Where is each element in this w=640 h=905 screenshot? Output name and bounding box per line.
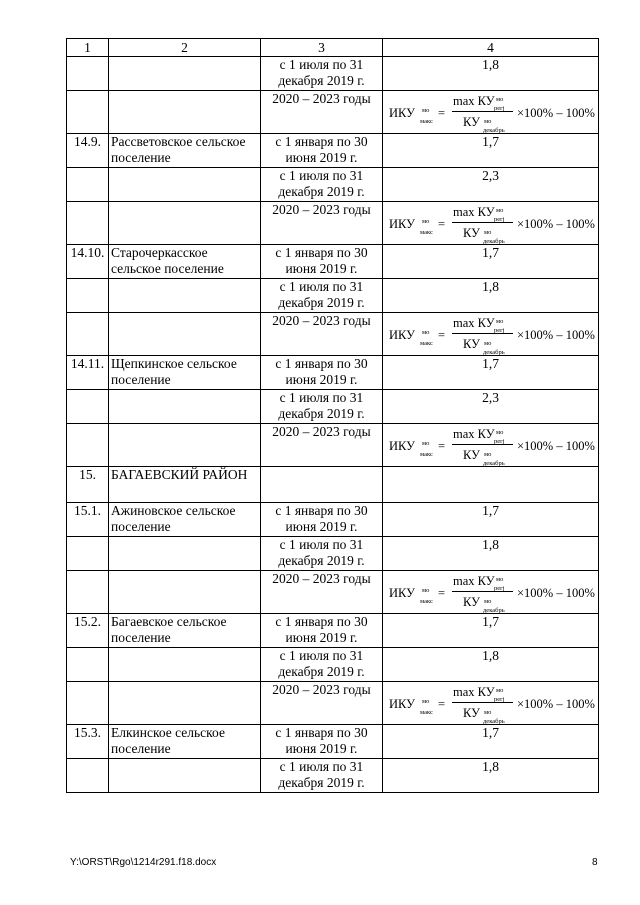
table-row [67,168,599,202]
formula-lhs-text: ИКУ [389,328,415,342]
settlement-name [109,57,261,91]
table-row [67,682,599,725]
formula-lhs-sub: макс [420,340,433,347]
period: 2020 – 2023 годы [261,682,383,725]
formula-equals: = [438,439,446,453]
period [261,467,383,503]
formula-fraction-bar [452,111,513,112]
formula-denominator: КУ [463,226,480,240]
period: 2020 – 2023 годы [261,571,383,614]
table-row [67,503,599,537]
formula [383,572,598,612]
row-number [67,390,109,424]
formula-den-sup: мо [484,229,492,236]
formula-num-sup: мо [496,96,504,103]
formula-lhs-text: ИКУ [389,586,415,600]
settlement-name: БАГАЕВСКИЙ РАЙОН [109,467,261,503]
formula-lhs-sup: мо [422,440,430,447]
formula-numerator: max КУ [453,94,495,108]
formula-lhs [389,438,415,454]
formula-denominator: КУ [463,115,480,129]
formula-denominator: КУ [463,706,480,720]
formula-numerator: max КУ [453,316,495,330]
table-row [67,537,599,571]
period: 2020 – 2023 годы [261,202,383,245]
formula-num-sup: мо [496,318,504,325]
row-number: 14.9. [67,134,109,168]
index-value: 2,3 [383,168,599,202]
header-col-2: 2 [109,39,261,57]
formula-lhs [389,327,415,343]
formula-lhs-sub: макс [420,118,433,125]
formula-equals: = [438,328,446,342]
header-col-3: 3 [261,39,383,57]
index-value: 1,7 [383,134,599,168]
formula [383,203,598,243]
index-formula-cell [383,424,599,467]
index-formula-cell [383,202,599,245]
formula-lhs-text: ИКУ [389,217,415,231]
table-row [67,134,599,168]
index-value: 1,8 [383,648,599,682]
period: с 1 июля по 31 декабря 2019 г. [261,537,383,571]
table-row [67,202,599,245]
settlement-name: Ажиновское сельское поселение [109,503,261,537]
formula-numerator: max КУ [453,685,495,699]
formula-lhs [389,585,415,601]
formula-lhs-text: ИКУ [389,106,415,120]
formula-den-sub: декабрь [483,238,505,245]
formula-lhs-sub: макс [420,229,433,236]
period: с 1 июля по 31 декабря 2019 г. [261,759,383,793]
formula-lhs-sup: мо [422,587,430,594]
row-number [67,57,109,91]
table-row [67,614,599,648]
formula-num-sub: регj [494,327,505,334]
index-value: 1,8 [383,57,599,91]
formula [383,683,598,723]
settlement-name [109,168,261,202]
period: 2020 – 2023 годы [261,91,383,134]
table-row [67,648,599,682]
row-number [67,168,109,202]
formula-fraction-bar [452,444,513,445]
settlement-name [109,537,261,571]
settlement-name [109,390,261,424]
formula-tail: ×100% – 100% [517,217,595,231]
table-row [67,759,599,793]
formula-lhs-sup: мо [422,329,430,336]
table-row [67,57,599,91]
formula-lhs-sub: макс [420,598,433,605]
formula-fraction-bar [452,702,513,703]
period: с 1 января по 30 июня 2019 г. [261,134,383,168]
index-value [383,467,599,503]
row-number [67,202,109,245]
table-row [67,725,599,759]
settlement-name [109,202,261,245]
period: с 1 июля по 31 декабря 2019 г. [261,648,383,682]
formula-numerator: max КУ [453,427,495,441]
formula-lhs-sup: мо [422,698,430,705]
index-formula-cell [383,571,599,614]
settlement-name [109,682,261,725]
settlement-name [109,91,261,134]
settlement-name [109,313,261,356]
period: с 1 июля по 31 декабря 2019 г. [261,390,383,424]
row-number: 14.11. [67,356,109,390]
formula-den-sub: декабрь [483,718,505,725]
formula-lhs-sup: мо [422,107,430,114]
table-row [67,245,599,279]
index-value: 2,3 [383,390,599,424]
row-number: 15. [67,467,109,503]
formula-numerator: max КУ [453,205,495,219]
row-number [67,648,109,682]
row-number [67,91,109,134]
index-value: 1,8 [383,279,599,313]
row-number: 15.1. [67,503,109,537]
row-number [67,537,109,571]
formula-fraction-bar [452,333,513,334]
formula-den-sup: мо [484,598,492,605]
settlement-name: Елкинское сельское поселение [109,725,261,759]
formula-numerator: max КУ [453,574,495,588]
formula-den-sup: мо [484,709,492,716]
index-formula-cell [383,91,599,134]
formula-fraction-bar [452,591,513,592]
formula-num-sup: мо [496,207,504,214]
formula-denominator: КУ [463,337,480,351]
formula-denominator: КУ [463,595,480,609]
table-row [67,424,599,467]
formula-den-sub: декабрь [483,349,505,356]
footer-file-path: Y:\ORST\Rgo\1214r291.f18.docx [70,857,217,868]
formula-den-sub: декабрь [483,460,505,467]
formula-lhs [389,105,415,121]
formula-den-sub: декабрь [483,127,505,134]
formula-lhs-sub: макс [420,451,433,458]
row-number [67,571,109,614]
header-col-1: 1 [67,39,109,57]
row-number [67,759,109,793]
index-value: 1,7 [383,245,599,279]
table-row [67,390,599,424]
formula-lhs-text: ИКУ [389,697,415,711]
table-row [67,571,599,614]
period: с 1 июля по 31 декабря 2019 г. [261,279,383,313]
row-number [67,424,109,467]
table-row [67,313,599,356]
formula-tail: ×100% – 100% [517,328,595,342]
settlement-name: Рассветовское сельское поселение [109,134,261,168]
formula-lhs-text: ИКУ [389,439,415,453]
formula-tail: ×100% – 100% [517,586,595,600]
formula-den-sup: мо [484,118,492,125]
formula-num-sup: мо [496,576,504,583]
settlement-name: Старочеркасское сельское поселение [109,245,261,279]
period: с 1 января по 30 июня 2019 г. [261,614,383,648]
table-row [67,467,599,503]
formula-den-sup: мо [484,451,492,458]
formula-equals: = [438,586,446,600]
table-header-row [67,39,599,57]
formula-equals: = [438,106,446,120]
table-row [67,279,599,313]
row-number [67,279,109,313]
formula-denominator: КУ [463,448,480,462]
formula-num-sub: регj [494,105,505,112]
period: с 1 января по 30 июня 2019 г. [261,245,383,279]
index-formula-cell [383,313,599,356]
row-number: 15.3. [67,725,109,759]
index-value: 1,7 [383,614,599,648]
period: с 1 января по 30 июня 2019 г. [261,503,383,537]
formula-num-sup: мо [496,687,504,694]
table-row [67,356,599,390]
formula-den-sup: мо [484,340,492,347]
formula-lhs [389,216,415,232]
formula-lhs-sup: мо [422,218,430,225]
settlement-name: Щепкинское сельское поселение [109,356,261,390]
period: с 1 июля по 31 декабря 2019 г. [261,57,383,91]
formula-den-sub: декабрь [483,607,505,614]
settlement-name [109,279,261,313]
formula [383,425,598,465]
formula-num-sub: регj [494,585,505,592]
index-value: 1,7 [383,356,599,390]
header-col-4: 4 [383,39,599,57]
formula-num-sub: регj [494,696,505,703]
period: 2020 – 2023 годы [261,424,383,467]
formula-tail: ×100% – 100% [517,439,595,453]
row-number: 14.10. [67,245,109,279]
formula-lhs-sub: макс [420,709,433,716]
row-number [67,313,109,356]
formula [383,314,598,354]
tariff-table [66,38,599,793]
settlement-name [109,648,261,682]
footer-page-number: 8 [592,857,598,868]
index-value: 1,8 [383,759,599,793]
row-number: 15.2. [67,614,109,648]
table-row [67,91,599,134]
formula-equals: = [438,217,446,231]
settlement-name: Багаевское сельское поселение [109,614,261,648]
formula-lhs [389,696,415,712]
formula-tail: ×100% – 100% [517,697,595,711]
settlement-name [109,571,261,614]
index-formula-cell [383,682,599,725]
index-value: 1,7 [383,503,599,537]
row-number [67,682,109,725]
settlement-name [109,424,261,467]
period: с 1 января по 30 июня 2019 г. [261,356,383,390]
index-value: 1,8 [383,537,599,571]
formula-num-sub: регj [494,216,505,223]
formula-equals: = [438,697,446,711]
settlement-name [109,759,261,793]
formula-tail: ×100% – 100% [517,106,595,120]
index-value: 1,7 [383,725,599,759]
formula-num-sup: мо [496,429,504,436]
period: с 1 июля по 31 декабря 2019 г. [261,168,383,202]
formula-num-sub: регj [494,438,505,445]
formula-fraction-bar [452,222,513,223]
period: с 1 января по 30 июня 2019 г. [261,725,383,759]
formula [383,92,598,132]
period: 2020 – 2023 годы [261,313,383,356]
